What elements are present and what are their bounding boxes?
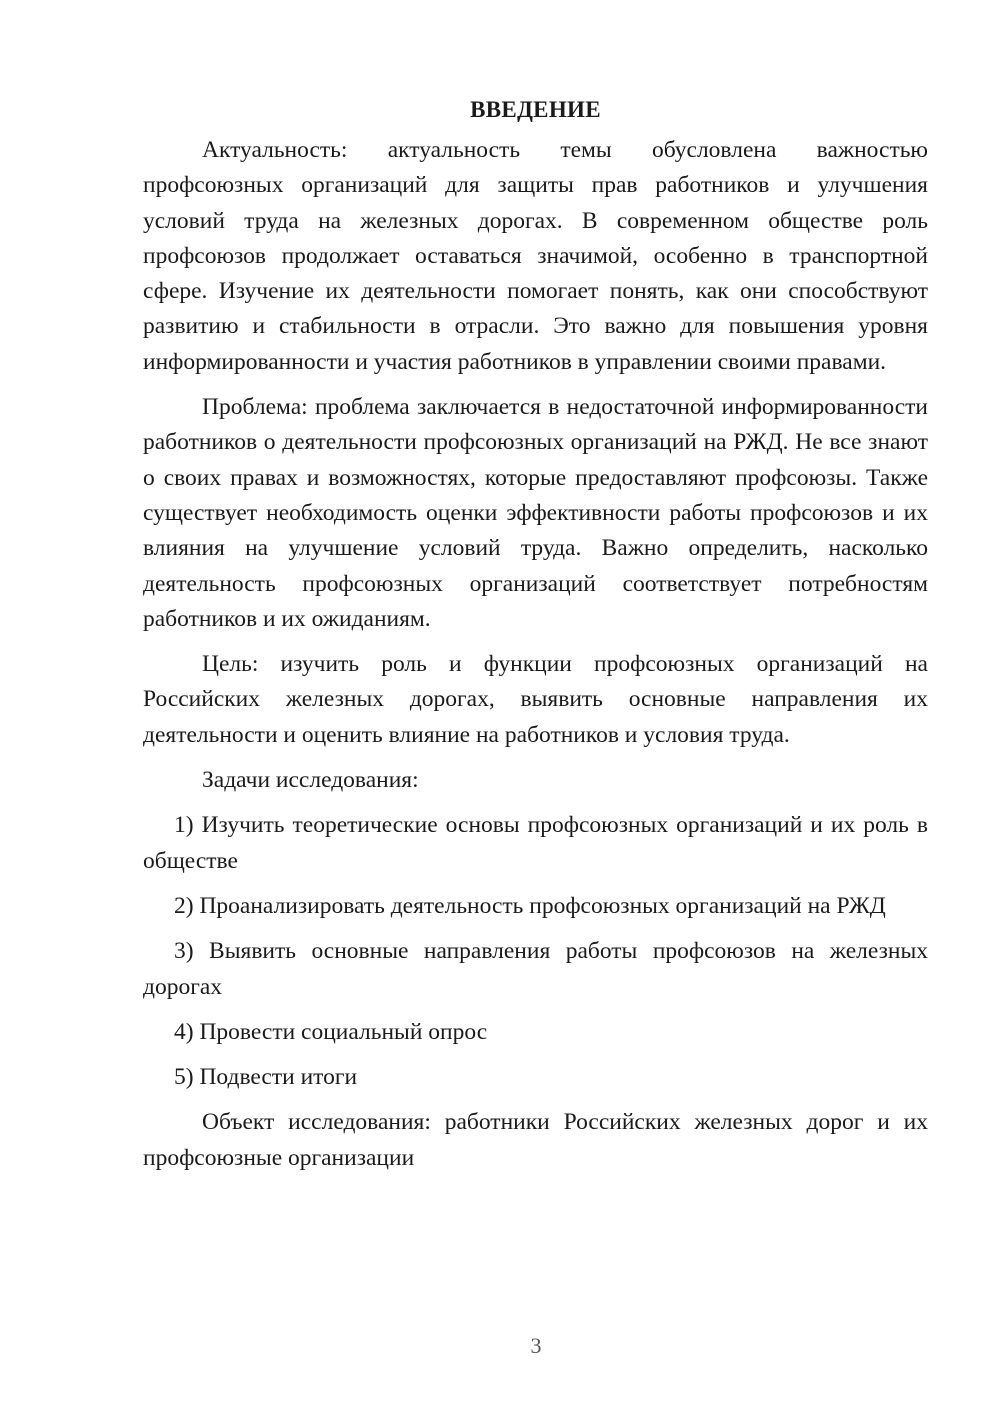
paragraph-object: Объект исследования: работники Российских железных дорог и их профсоюзные организации <box>143 1109 928 1171</box>
document-page <box>143 92 928 1186</box>
list-item: 2) Проанализировать деятельность профсоюзных организаций на РЖД <box>174 892 886 919</box>
list-item: 4) Провести социальный опрос <box>174 1018 488 1045</box>
paragraph-relevance: Актуальность: актуальность темы обусловлена важностью профсоюзных организаций для защиты прав работников и улучшения условий труда на железных дорогах. В современном обществе роль профсоюзов продолжает оставаться значимой, особенно в транспортной сфере. Изучение их деятельности помогает понять, как они способствуют развитию и стабильности в отрасли. Это важно для повышения уровня информированности и участия работников в управлении своими правами. <box>143 137 928 375</box>
section-heading: ВВЕДЕНИЕ <box>470 97 601 122</box>
tasks-list <box>143 808 928 1095</box>
list-item: 3) Выявить основные направления работы профсоюзов на железных дорогах <box>143 938 928 1000</box>
page-number: 3 <box>530 1333 542 1358</box>
tasks-heading: Задачи исследования: <box>202 767 419 794</box>
paragraph-goal: Цель: изучить роль и функции профсоюзных организаций на Российских железных дорогах, выявить основные направления их деятельности и оценить влияние на работников и условия труда. <box>143 651 928 748</box>
list-item: 1) Изучить теоретические основы профсоюзных организаций и их роль в обществе <box>143 812 928 874</box>
list-item: 5) Подвести итоги <box>174 1064 358 1091</box>
paragraph-problem: Проблема: проблема заключается в недостаточной информированности работников о деятельности профсоюзных организаций на РЖД. Не все знают о своих правах и возможностях, которые предоставляют профсоюзы. Также существует необходимость оценки эффективности работы профсоюзов и их влияния на улучшение условий труда. Важно определить, насколько деятельность профсоюзных организаций соответствует потребностям работников и их ожиданиям. <box>143 394 928 632</box>
